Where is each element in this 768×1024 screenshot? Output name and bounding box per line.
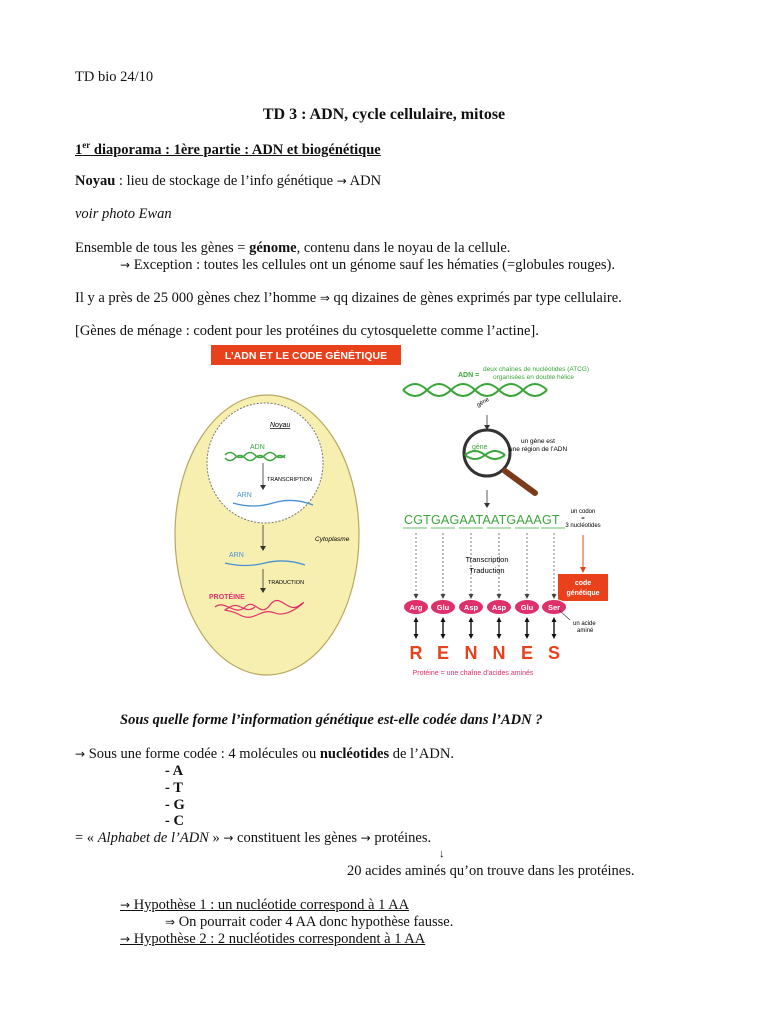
rennes-letters: [410, 617, 561, 663]
gene-small-label: gène: [476, 396, 491, 409]
proteine-label: PROTÉINE: [209, 594, 245, 601]
code-box-2: génétique: [566, 590, 600, 597]
adn-def-2: organisées en double hélice: [493, 374, 574, 381]
amino-acid-label: Ser: [547, 603, 561, 612]
rennes-letter: N: [492, 643, 506, 663]
question: Sous quelle forme l’information génétique est-elle codée dans l’ADN ?: [120, 712, 543, 728]
codon-label-2: =: [581, 516, 585, 522]
right-arrow-icon: →: [223, 831, 234, 845]
nucleotide-item: - G: [165, 797, 185, 813]
nucleotide-t: T: [173, 780, 183, 796]
gene-def-2: une région de l’ADN: [509, 446, 568, 453]
hypothesis-2: [120, 931, 425, 948]
adn-code-genetique-figure: [175, 345, 601, 685]
rennes-letter: N: [464, 643, 478, 663]
page-title: TD 3 : ADN, cycle cellulaire, mitose: [262, 106, 506, 123]
noyau-text: : lieu de stockage de l’info génétique: [115, 173, 337, 189]
protein-def: Protéine = une chaîne d’acides aminés: [412, 670, 534, 677]
amino-acid-label: Glu: [436, 603, 450, 612]
arrow-head: [497, 594, 502, 599]
right-arrow-icon: →: [120, 258, 131, 272]
magnifier-handle: [505, 471, 535, 493]
hypothesis-1-conclusion: [165, 914, 453, 931]
alphabet-line: [75, 830, 431, 847]
section-ordinal: 1: [75, 141, 83, 158]
hypothesis-1-conclusion-text: On pourrait coder 4 AA donc hypothèse fausse.: [175, 914, 454, 930]
acide-label-1: un acide: [573, 621, 596, 627]
menage-line: [Gènes de ménage : codent pour les protéines du cytosquelette comme l’actine].: [75, 323, 539, 339]
forme-line: [75, 746, 454, 763]
arrow-head: [414, 634, 419, 639]
genes-count-line: [75, 290, 622, 307]
alphabet-pre: = «: [75, 830, 98, 846]
nucleotide-item: - C: [165, 813, 184, 829]
nucleotide-g: G: [173, 797, 185, 813]
arrow-head: [497, 634, 502, 639]
genome-term: génome: [249, 240, 297, 256]
down-arrow-icon: ↓: [439, 848, 445, 860]
trans-trad-1: Transcription: [465, 555, 509, 564]
genes-count-post: qq dizaines de gènes exprimés par type cellulaire.: [329, 290, 622, 306]
arrow-head: [580, 567, 586, 573]
adn-def-1: deux chaînes de nucléotides (ATCG): [483, 366, 590, 373]
arn-label-1: ARN: [237, 492, 252, 499]
rennes-letter: R: [409, 643, 423, 663]
arn-label-2: ARN: [229, 552, 244, 559]
adn-def-label: ADN =: [458, 372, 480, 379]
alphabet-mid: »: [208, 830, 224, 846]
gene-def-1: un gène est: [521, 438, 555, 445]
noyau-tail: ADN: [346, 173, 382, 189]
aa20-line: 20 acides aminés qu’on trouve dans les protéines.: [347, 863, 635, 879]
right-arrow-icon: →: [120, 898, 131, 912]
exception-text: Exception : toutes les cellules ont un génome sauf les hématies (=globules rouges).: [130, 257, 616, 273]
arrow-head: [552, 594, 557, 599]
hypothesis-1: [120, 897, 409, 914]
forme-post: de l’ADN.: [389, 746, 454, 762]
arrow-head: [441, 594, 446, 599]
nucleotide-item: - T: [165, 780, 183, 796]
arrow-head: [525, 617, 530, 622]
section-ordinal-sup: er: [82, 140, 91, 150]
arrow-head: [469, 634, 474, 639]
code-box-1: code: [574, 580, 592, 587]
arrow-head: [414, 617, 419, 622]
cytoplasme-label: Cytoplasme: [315, 536, 350, 543]
noyau-label: Noyau: [270, 422, 291, 429]
rennes-letter: E: [436, 643, 450, 663]
right-arrow-icon: →: [120, 932, 131, 946]
amino-acid-chain: [404, 600, 567, 615]
implies-arrow-icon: ⇒: [319, 291, 330, 305]
rennes-letter: S: [547, 643, 561, 663]
trans-trad-2: Traduction: [469, 566, 505, 575]
photo-note: voir photo Ewan: [75, 206, 172, 222]
amino-acid-label: Arg: [409, 603, 423, 612]
amino-acid-label: Asp: [463, 603, 479, 612]
course-header: TD bio 24/10: [75, 69, 154, 85]
arrow-head: [525, 634, 530, 639]
hypothesis-2-text: Hypothèse 2 : 2 nucléotides correspondent à 1 AA: [130, 931, 426, 947]
arrow-head: [552, 634, 557, 639]
noyau-term: Noyau: [75, 173, 116, 189]
forme-pre: Sous une forme codée : 4 molécules ou: [85, 746, 320, 762]
gene-lens-label: gène: [472, 444, 488, 451]
codon-label-1: un codon: [570, 509, 596, 515]
right-arrow-icon: →: [75, 747, 86, 761]
right-arrow-icon: →: [336, 174, 347, 188]
section-rest: diaporama : 1ère partie : ADN et biogénétique: [90, 141, 381, 158]
alphabet-post: protéines.: [370, 830, 432, 846]
implies-arrow-icon: ⇒: [165, 915, 176, 929]
arrow-head: [469, 617, 474, 622]
arrow-head: [552, 617, 557, 622]
hypothesis-1-text: Hypothèse 1 : un nucléotide correspond à 1 AA: [130, 897, 410, 913]
adn-label: ADN: [250, 444, 265, 451]
nucleotide-c: C: [173, 813, 184, 829]
amino-acid-label: Asp: [491, 603, 507, 612]
nucleotide-a: A: [172, 763, 184, 779]
nucleotides-term: nucléotides: [319, 746, 390, 762]
arrow-head: [469, 594, 474, 599]
nucleotide-item: - A: [165, 763, 184, 779]
dna-double-helix-b: [403, 384, 547, 396]
right-arrow-icon: →: [360, 831, 371, 845]
acide-label-2: aminé: [577, 628, 594, 634]
arrow-head: [414, 594, 419, 599]
arrow-head: [525, 594, 530, 599]
transcription-label: TRANSCRIPTION: [267, 477, 312, 483]
noyau-line: [75, 173, 381, 190]
exception-line: [120, 257, 615, 274]
arrow-head: [441, 634, 446, 639]
genome-post: , contenu dans le noyau de la cellule.: [296, 240, 511, 256]
section-heading: [75, 140, 381, 159]
dna-sequence: CGTGAGAATAATGAAAGT: [404, 513, 560, 527]
genome-line: [75, 240, 510, 257]
genes-count-pre: Il y a près de 25 000 gènes chez l’homme: [75, 290, 320, 306]
genome-pre: Ensemble de tous les gènes =: [75, 240, 250, 256]
figure-banner-text: L’ADN ET LE CODE GÉNÉTIQUE: [224, 350, 388, 362]
alphabet-mid2: constituent les gènes: [233, 830, 361, 846]
traduction-label: TRADUCTION: [268, 580, 305, 586]
codon-label-3: 3 nucléotides: [565, 523, 601, 529]
arrow-head: [484, 503, 490, 508]
rennes-letter: E: [520, 643, 534, 663]
alphabet-term: Alphabet de l’ADN: [97, 830, 209, 846]
arrow-head: [441, 617, 446, 622]
amino-acid-label: Glu: [520, 603, 534, 612]
arrow-head: [497, 617, 502, 622]
